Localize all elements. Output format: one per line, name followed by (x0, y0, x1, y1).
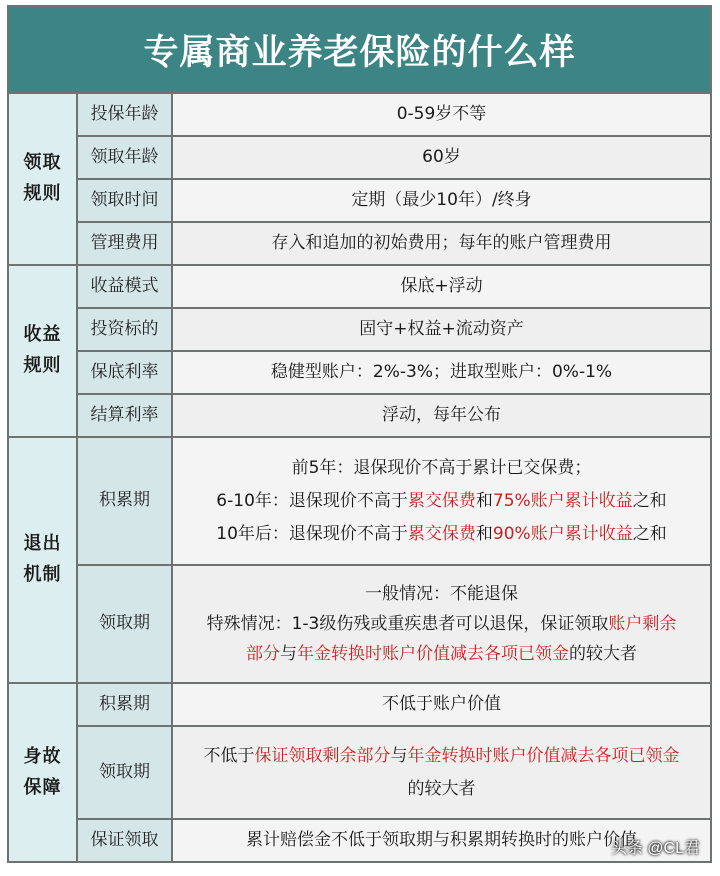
row-value: 0-59岁不等 (173, 94, 710, 135)
text-line: 部分与年金转换时账户价值减去各项已领金的较大者 (246, 644, 637, 664)
row-value: 累计赔偿金不低于领取期与积累期转换时的账户价值 (173, 820, 710, 861)
row-value (173, 566, 710, 682)
row-value: 定期（最少10年）/终身 (173, 180, 710, 221)
text-line: 10年后：退保现价不高于累交保费和90%账户累计收益之和 (216, 523, 667, 544)
row-label: 积累期 (78, 438, 171, 564)
group-death-benefit: 身故 保障 (9, 684, 76, 861)
row-value: 不低于账户价值 (173, 684, 710, 725)
row-value: 固守+权益+流动资产 (173, 309, 710, 350)
row-label: 投资标的 (78, 309, 171, 350)
watermark: 头条 @CL君 (610, 840, 700, 857)
text-line: 特殊情况：1-3级伤残或重疾患者可以退保，保证领取账户剩余 (206, 614, 677, 634)
group-return-rules: 收益 规则 (9, 266, 76, 436)
row-label: 管理费用 (78, 223, 171, 264)
row-value: 稳健型账户：2%-3%；进取型账户：0%-1% (173, 352, 710, 393)
row-value: 60岁 (173, 137, 710, 178)
text-line: 一般情况：不能退保 (365, 584, 518, 604)
row-label: 结算利率 (78, 395, 171, 436)
text-line: 不低于保证领取剩余部分与年金转换时账户价值减去各项已领金 (203, 745, 680, 766)
row-label: 领取时间 (78, 180, 171, 221)
row-label: 保证领取 (78, 820, 171, 861)
text-line: 前5年：退保现价不高于累计已交保费； (291, 457, 592, 478)
row-label: 领取期 (78, 727, 171, 818)
row-value (173, 438, 710, 564)
row-value: 浮动，每年公布 (173, 395, 710, 436)
row-label: 领取期 (78, 566, 171, 682)
text-line: 的较大者 (407, 778, 476, 799)
group-receiving-rules: 领取 规则 (9, 94, 76, 264)
insurance-table (7, 5, 712, 863)
row-label: 投保年龄 (78, 94, 171, 135)
row-label: 积累期 (78, 684, 171, 725)
group-exit-mechanism: 退出 机制 (9, 438, 76, 682)
text-line: 6-10年：退保现价不高于累交保费和75%账户累计收益之和 (216, 490, 667, 511)
row-value: 存入和追加的初始费用；每年的账户管理费用 (173, 223, 710, 264)
row-label: 保底利率 (78, 352, 171, 393)
row-label: 领取年龄 (78, 137, 171, 178)
row-label: 收益模式 (78, 266, 171, 307)
row-value (173, 727, 710, 818)
page-title: 专属商业养老保险的什么样 (9, 7, 710, 92)
row-value: 保底+浮动 (173, 266, 710, 307)
